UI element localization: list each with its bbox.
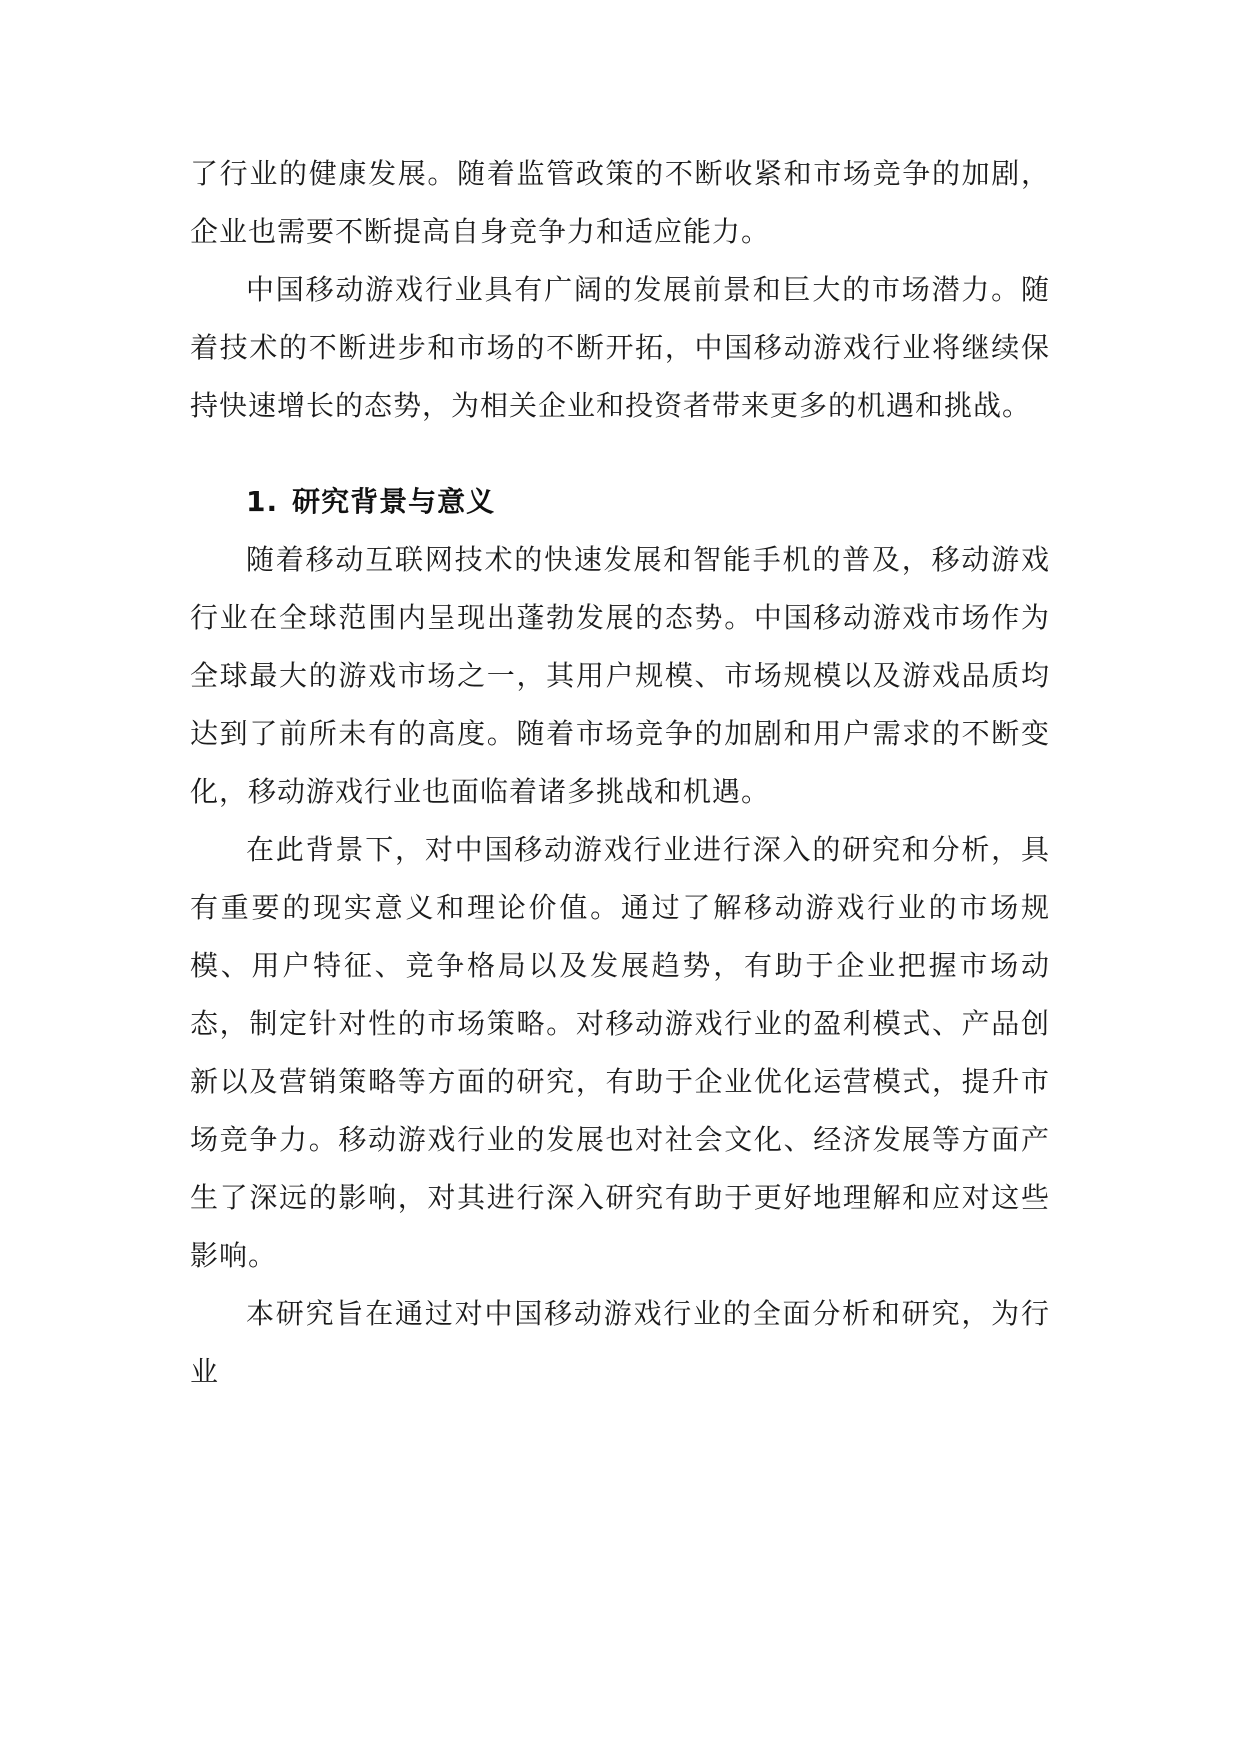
section-title: 研究背景与意义: [292, 485, 496, 518]
paragraph: 中国移动游戏行业具有广阔的发展前景和巨大的市场潜力。随着技术的不断进步和市场的不断开拓，中国移动游戏行业将继续保持快速增长的态势，为相关企业和投资者带来更多的机遇和挑战。: [190, 273, 1050, 422]
paragraph: 在此背景下，对中国移动游戏行业进行深入的研究和分析，具有重要的现实意义和理论价值。通过了解移动游戏行业的市场规模、用户特征、竞争格局以及发展趋势，有助于企业把握市场动态，制定针对性的市场策略。对移动游戏行业的盈利模式、产品创新以及营销策略等方面的研究，有助于企业优化运营模式，提升市场竞争力。移动游戏行业的发展也对社会文化、经济发展等方面产生了深远的影响，对其进行深入研究有助于更好地理解和应对这些影响。: [190, 833, 1050, 1272]
section-number: 1.: [246, 485, 279, 518]
section-heading: [190, 473, 1050, 531]
paragraph-continued: 了行业的健康发展。随着监管政策的不断收紧和市场竞争的加剧，企业也需要不断提高自身竞争力和适应能力。: [190, 157, 1050, 248]
paragraph: 随着移动互联网技术的快速发展和智能手机的普及，移动游戏行业在全球范围内呈现出蓬勃发展的态势。中国移动游戏市场作为全球最大的游戏市场之一，其用户规模、市场规模以及游戏品质均达到了前所未有的高度。随着市场竞争的加剧和用户需求的不断变化，移动游戏行业也面临着诸多挑战和机遇。: [190, 543, 1050, 808]
document-body: [190, 145, 1050, 1401]
paragraph: 本研究旨在通过对中国移动游戏行业的全面分析和研究，为行业: [190, 1297, 1050, 1388]
